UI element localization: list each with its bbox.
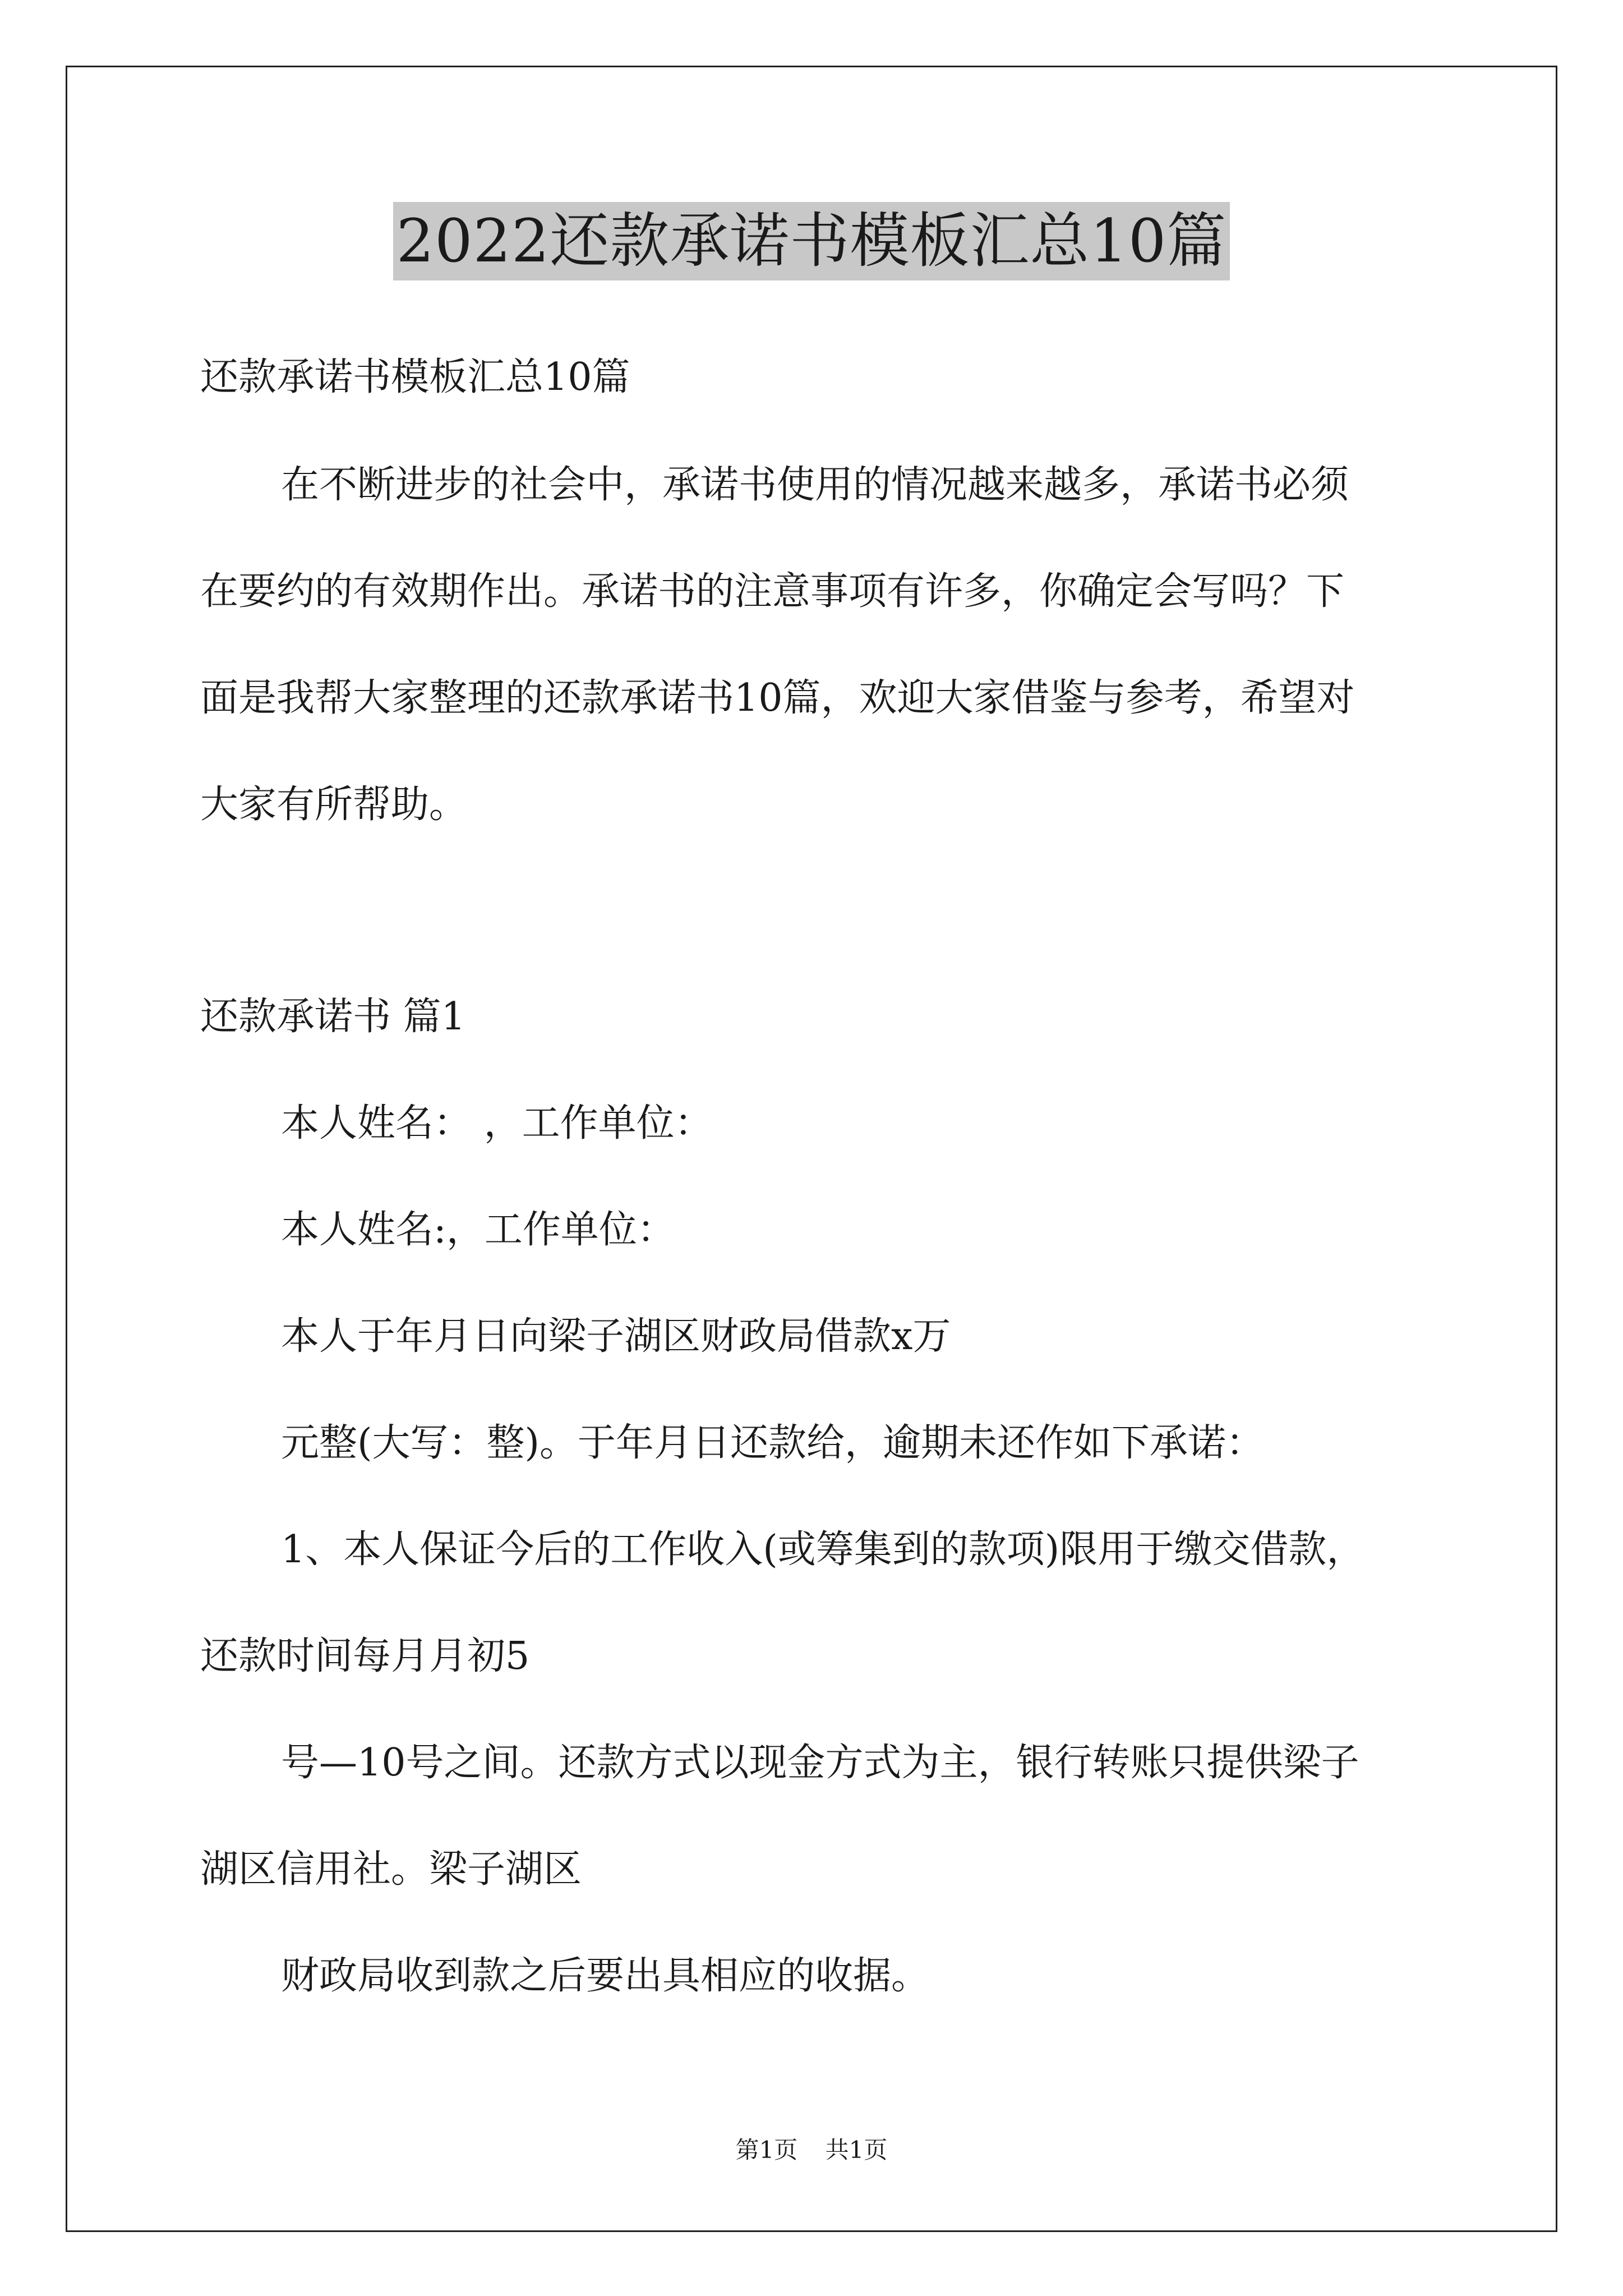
section-heading-1: 还款承诺书 篇1: [200, 995, 465, 1039]
page-number-total: 共1页: [825, 2136, 888, 2164]
body-line-amount: 元整(大写：整)。于年月日还款给，逾期未还作如下承诺：: [281, 1421, 1265, 1465]
intro-line-4: 大家有所帮助。: [200, 783, 468, 827]
intro-line-3: 面是我帮大家整理的还款承诺书10篇，欢迎大家借鉴与参考，希望对: [200, 676, 1355, 720]
title-container: [0, 202, 1623, 280]
body-line-name-2: 本人姓名:，工作单位：: [281, 1208, 675, 1252]
body-line-method-1: 号—10号之间。还款方式以现金方式为主，银行转账只提供梁子: [281, 1741, 1359, 1785]
body-line-receipt: 财政局收到款之后要出具相应的收据。: [281, 1954, 930, 1998]
page-footer: [0, 2134, 1623, 2166]
intro-line-1: 在不断进步的社会中，承诺书使用的情况越来越多，承诺书必须: [281, 463, 1349, 507]
subtitle-line: 还款承诺书模板汇总10篇: [200, 355, 630, 399]
body-line-promise-1: 1、本人保证今后的工作收入(或筹集到的款项)限用于缴交借款，: [281, 1527, 1365, 1572]
body-line-method-2: 湖区信用社。梁子湖区: [200, 1847, 582, 1892]
page-number-current: 第1页: [735, 2136, 798, 2164]
body-line-loan: 本人于年月日向梁子湖区财政局借款x万: [281, 1314, 951, 1359]
intro-line-2: 在要约的有效期作出。承诺书的注意事项有许多，你确定会写吗？下: [200, 569, 1345, 614]
body-line-promise-2: 还款时间每月月初5: [200, 1634, 530, 1678]
document-title: 2022还款承诺书模板汇总10篇: [393, 202, 1230, 280]
body-line-name-1: 本人姓名： ，工作单位：: [281, 1101, 713, 1145]
